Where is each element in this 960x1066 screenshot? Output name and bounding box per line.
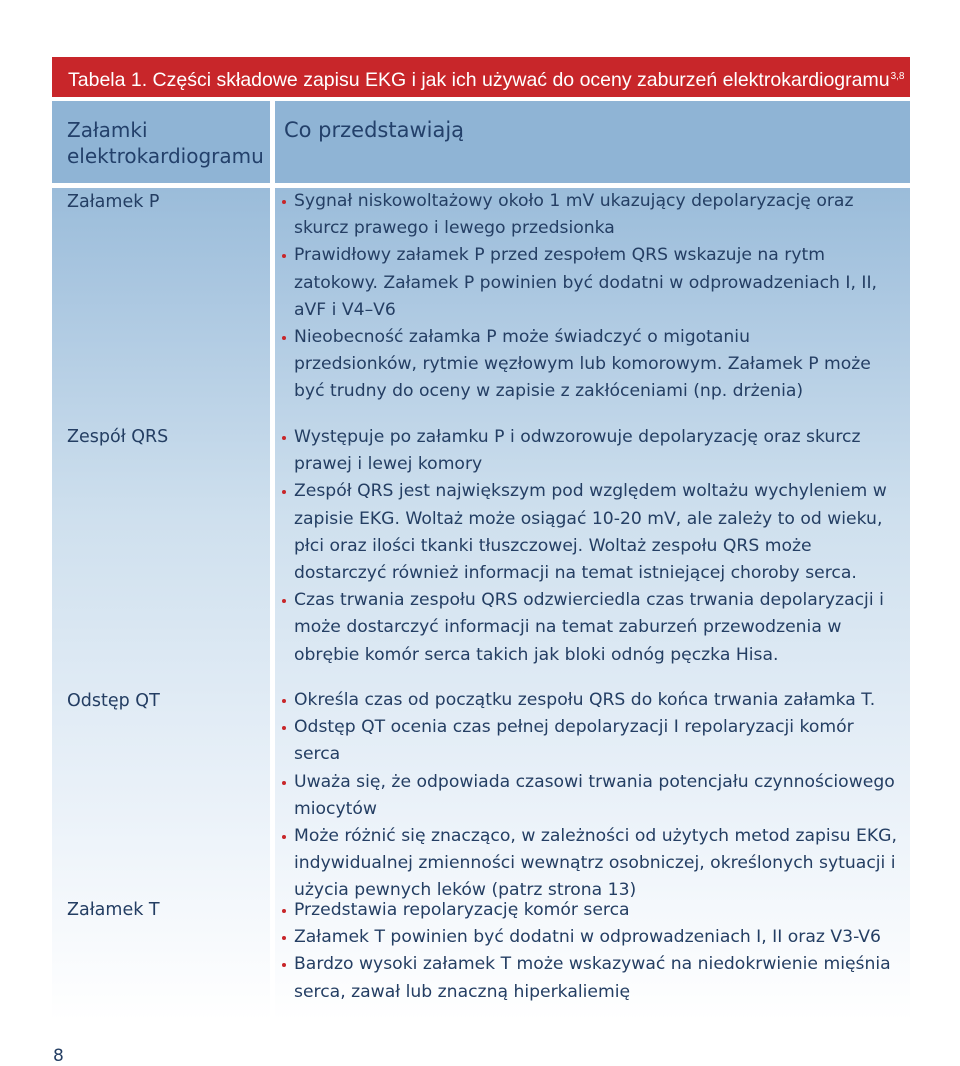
list-item: Sygnał niskowoltażowy około 1 mV ukazujący depolaryzację oraz skurcz prawego i lewego przedsionka bbox=[278, 188, 878, 242]
header-column-2: Co przedstawiają bbox=[284, 118, 465, 142]
row-content-zalamek-t bbox=[278, 897, 903, 1006]
list-item: Określa czas od początku zespołu QRS do końca trwania załamka T. bbox=[278, 687, 903, 714]
title-reference: 3,8 bbox=[890, 71, 905, 82]
table-title-text: Tabela 1. Części składowe zapisu EKG i jak ich używać do oceny zaburzeń elektrokardiogramu bbox=[68, 69, 890, 91]
list-item: Czas trwania zespołu QRS odzwierciedla czas trwania depolaryzacji i może dostarczyć informacji na temat zaburzeń przewodzenia w obrębie komór serca takich jak bloki odnóg pęczka Hisa. bbox=[278, 587, 903, 669]
row-content-zespol-qrs bbox=[278, 424, 903, 669]
page-number: 8 bbox=[53, 1046, 64, 1066]
list-item: Przedstawia repolaryzację komór serca bbox=[278, 897, 903, 924]
column-divider bbox=[270, 101, 275, 1021]
row-content-odstep-qt bbox=[278, 687, 903, 905]
list-item: Bardzo wysoki załamek T może wskazywać na niedokrwienie mięśnia serca, zawał lub znaczną hiperkaliemię bbox=[278, 951, 903, 1005]
header-column-1: Załamki elektrokardiogramu bbox=[67, 118, 264, 168]
row-label-zalamek-t: Załamek T bbox=[67, 900, 160, 920]
list-item: Zespół QRS jest największym pod względem woltażu wychyleniem w zapisie EKG. Woltaż może osiągać 10-20 mV, ale zależy to od wieku, płci oraz ilości tkanki tłuszczowej. Woltaż zespołu QRS może dostarczyć również informacji na temat istniejącej choroby serca. bbox=[278, 478, 903, 587]
list-item: Występuje po załamku P i odwzorowuje depolaryzację oraz skurcz prawej i lewej komory bbox=[278, 424, 903, 478]
list-item: Odstęp QT ocenia czas pełnej depolaryzacji I repolaryzacji komór serca bbox=[278, 714, 903, 768]
list-item: Nieobecność załamka P może świadczyć o migotaniu przedsionków, rytmie węzłowym lub komorowym. Załamek P może być trudny do oceny w zapisie z zakłóceniami (np. drżenia) bbox=[278, 324, 878, 406]
list-item: Może różnić się znacząco, w zależności od użytych metod zapisu EKG, indywidualnej zmienności wewnątrz osobniczej, określonych sytuacji i użycia pewnych leków (patrz strona 13) bbox=[278, 823, 903, 905]
row-label-zalamek-p: Załamek P bbox=[67, 192, 160, 212]
row-label-odstep-qt: Odstęp QT bbox=[67, 691, 160, 711]
table-title bbox=[52, 57, 910, 97]
row-label-zespol-qrs: Zespół QRS bbox=[67, 427, 169, 447]
list-item: Prawidłowy załamek P przed zespołem QRS wskazuje na rytm zatokowy. Załamek P powinien być dodatni w odprowadzeniach I, II, aVF i V4–V6 bbox=[278, 242, 878, 324]
list-item: Uważa się, że odpowiada czasowi trwania potencjału czynnościowego miocytów bbox=[278, 769, 903, 823]
row-content-zalamek-p bbox=[278, 188, 878, 406]
list-item: Załamek T powinien być dodatni w odprowadzeniach I, II oraz V3-V6 bbox=[278, 924, 903, 951]
